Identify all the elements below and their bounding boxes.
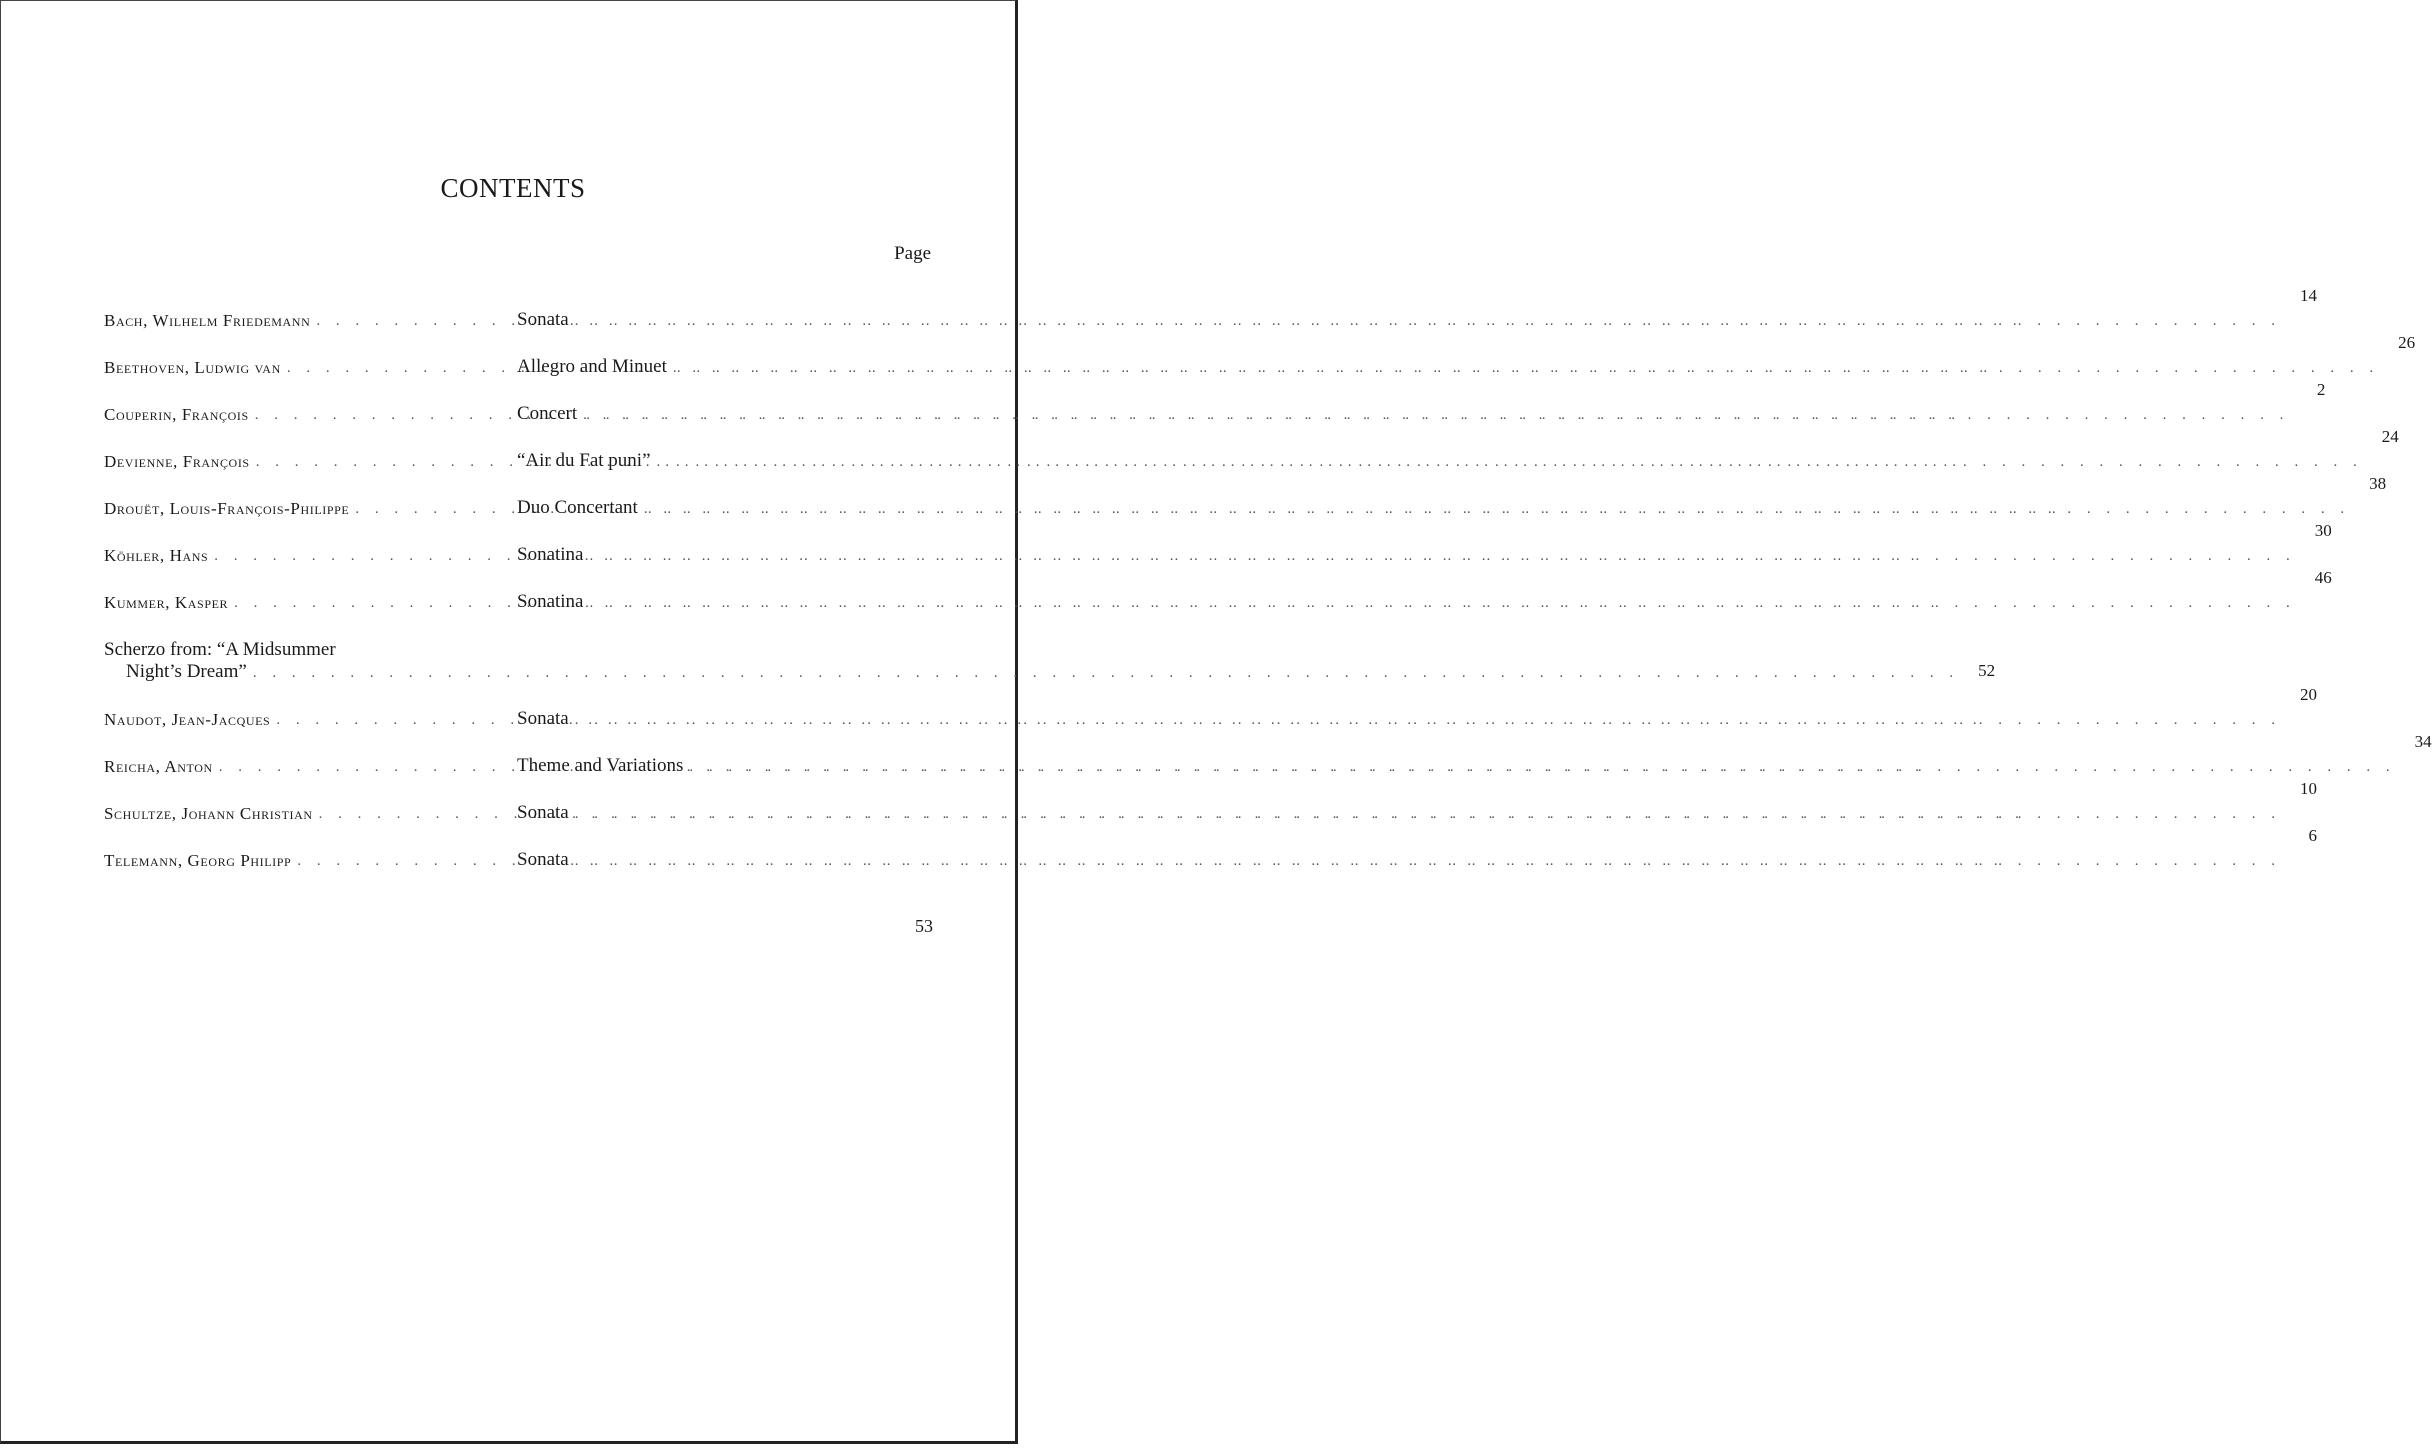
toc-entry: [104, 472, 2387, 519]
composer-name: Couperin, François: [104, 405, 249, 424]
dot-leader: [577, 408, 2289, 423]
composer-name: Reicha, Anton: [104, 757, 213, 776]
page-number: 34: [2414, 732, 2432, 751]
dot-leader: [569, 713, 2281, 728]
page-number: 6: [2308, 826, 2317, 845]
toc-entry: [104, 683, 2317, 730]
dot-leader: [683, 760, 2395, 775]
work-title: Sonatina: [517, 544, 584, 565]
composer-name: Drouët, Louis-François-Philippe: [104, 499, 350, 518]
dot-leader: [569, 807, 2281, 822]
work-title: Sonata: [517, 309, 569, 330]
composer-name: Köhler, Hans: [104, 546, 209, 565]
work-title: “Air du Fat puni”: [517, 450, 651, 471]
composer-name: Naudot, Jean-Jacques: [104, 710, 271, 729]
page-number: 10: [2299, 779, 2317, 798]
dot-leader: [638, 502, 2350, 517]
toc-entry: [104, 425, 2399, 472]
dot-leader: [569, 314, 2281, 329]
page-number: 26: [2398, 333, 2416, 352]
toc-entry: [104, 824, 2317, 871]
work-title: Sonata: [517, 802, 569, 823]
toc-entry: [104, 331, 2416, 378]
composer-name: Kummer, Kasper: [104, 593, 229, 612]
dot-leader: [569, 854, 2281, 869]
toc-entry: [104, 730, 2432, 777]
page-number: 52: [1978, 661, 1996, 680]
page-column-label: Page: [894, 243, 931, 264]
page-number: 2: [2316, 380, 2326, 399]
toc-entry: [104, 613, 1996, 683]
work-title: Sonata: [517, 849, 569, 870]
page-number: 38: [2369, 474, 2387, 493]
dot-leader: [651, 455, 2363, 470]
toc-entry: [104, 519, 2332, 566]
composer-name: Schultze, Johann Christian: [104, 804, 313, 823]
dot-leader: [584, 549, 2296, 564]
page-number: 24: [2381, 427, 2399, 446]
page-number: 20: [2299, 685, 2317, 704]
composer-name: Devienne, François: [104, 452, 250, 471]
work-title-line-1: Scherzo from: “A Midsummer: [104, 639, 336, 660]
dot-leader: [667, 361, 2379, 376]
composer-name: Beethoven, Ludwig van: [104, 358, 281, 377]
table-of-contents: [104, 284, 2432, 871]
page-number: 30: [2314, 521, 2332, 540]
work-title-line-2: Night’s Dream”: [126, 661, 247, 682]
composer-name: Telemann, Georg Philipp: [104, 851, 292, 870]
composer-name: Bach, Wilhelm Friedemann: [104, 311, 311, 330]
work-title: Concert: [517, 403, 578, 424]
work-title: Sonata: [517, 708, 569, 729]
work-title: Allegro and Minuet: [517, 356, 667, 377]
work-title: Duo Concertant: [517, 497, 638, 518]
toc-entry: [104, 284, 2317, 331]
dot-leader: [584, 596, 2296, 611]
work-title: Theme and Variations: [517, 755, 684, 776]
toc-entry: [104, 777, 2317, 824]
dot-leader: [247, 666, 1959, 681]
work-title: Sonatina: [517, 591, 584, 612]
page-number: 46: [2314, 568, 2332, 587]
page-title: CONTENTS: [440, 173, 586, 203]
folio-page-number: 53: [915, 916, 933, 936]
toc-entry: [104, 378, 2326, 425]
page-number: 14: [2299, 286, 2317, 305]
toc-entry: [104, 566, 2332, 613]
